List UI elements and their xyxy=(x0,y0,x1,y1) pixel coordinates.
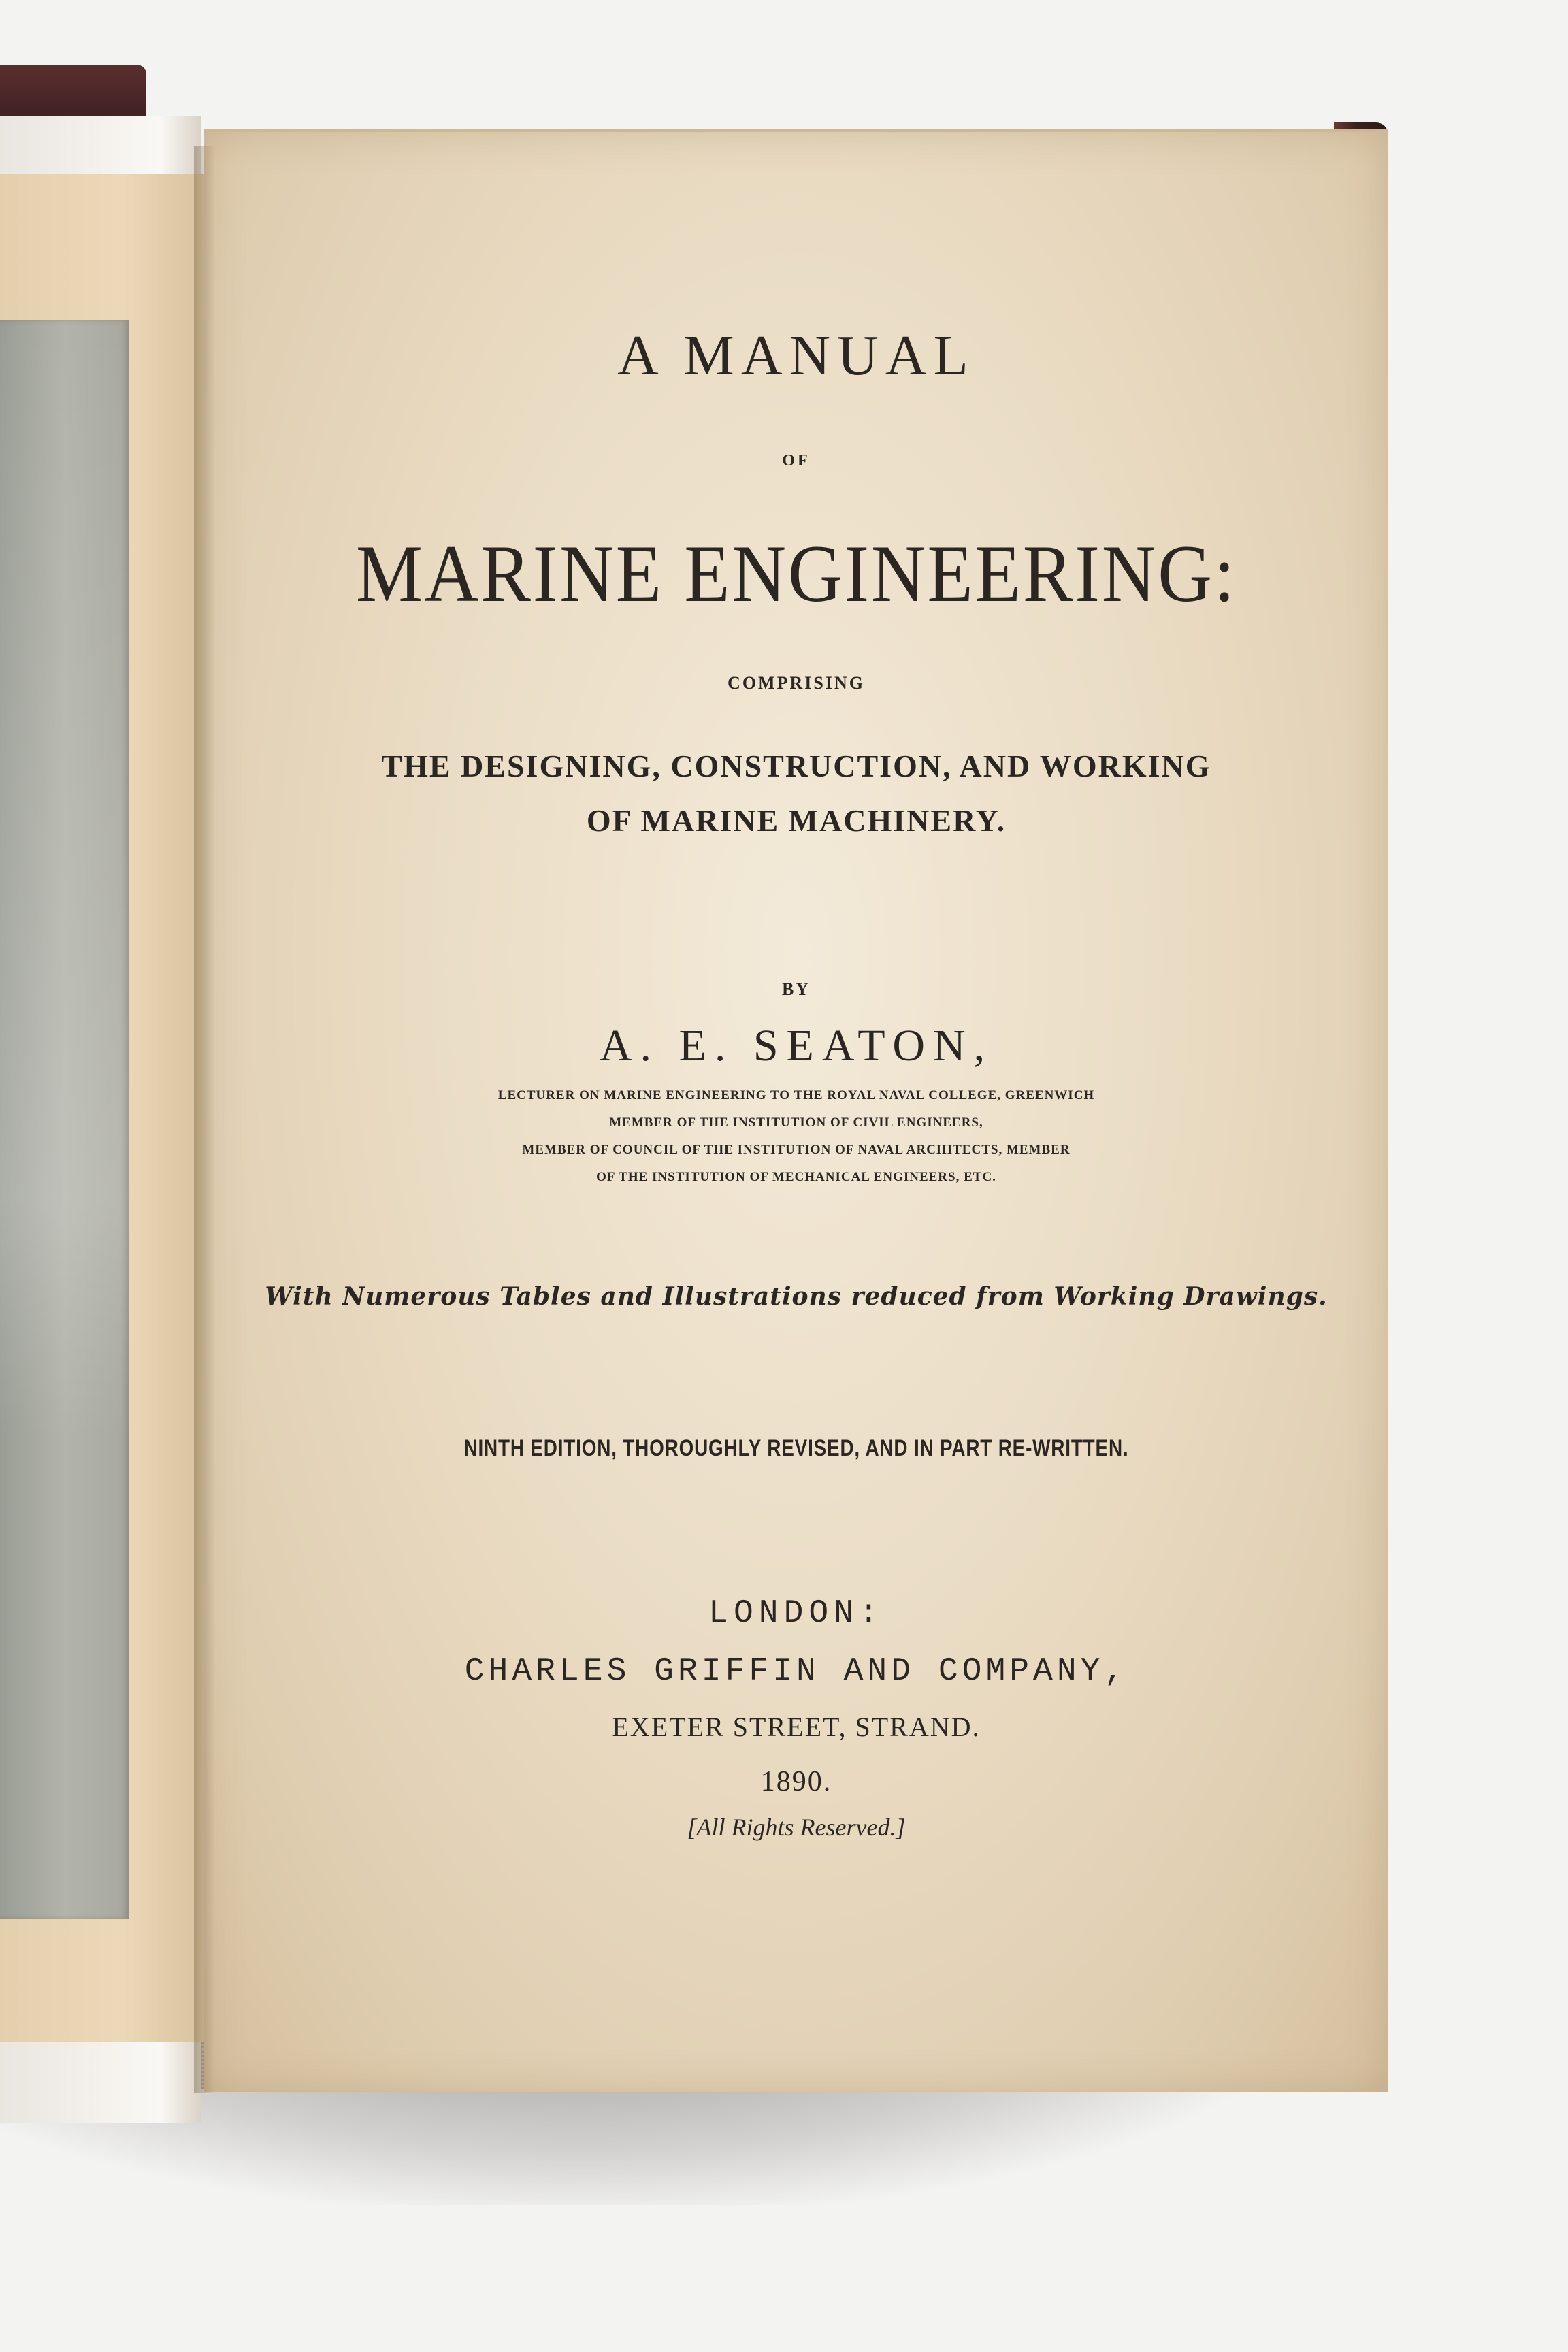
author-credential: MEMBER OF COUNCIL OF THE INSTITUTION OF NAVAL ARCHITECTS, MEMBER xyxy=(522,1143,1071,1157)
subtitle-line-1: THE DESIGNING, CONSTRUCTION, AND WORKING xyxy=(381,749,1211,783)
frontispiece-plate xyxy=(0,320,129,1919)
author-name: A. E. SEATON, xyxy=(599,1021,994,1071)
main-title: MARINE ENGINEERING: xyxy=(355,528,1237,619)
by-label: BY xyxy=(781,979,811,999)
rights-notice: [All Rights Reserved.] xyxy=(687,1814,906,1841)
book-title: A MANUAL xyxy=(617,324,975,387)
publisher-name: CHARLES GRIFFIN AND COMPANY, xyxy=(464,1653,1128,1690)
author-credential: LECTURER ON MARINE ENGINEERING TO THE ROYAL NAVAL COLLEGE, GREENWICH xyxy=(497,1088,1095,1102)
publication-city: LONDON: xyxy=(708,1595,884,1632)
author-credential: OF THE INSTITUTION OF MECHANICAL ENGINEERS, ETC. xyxy=(596,1170,996,1184)
publication-year: 1890. xyxy=(760,1766,832,1797)
edition-note: NINTH EDITION, THOROUGHLY REVISED, AND IN PART RE-WRITTEN. xyxy=(463,1435,1129,1461)
author-credential: MEMBER OF THE INSTITUTION OF CIVIL ENGINEERS, xyxy=(609,1115,983,1130)
publisher-address: EXETER STREET, STRAND. xyxy=(612,1712,981,1742)
illustrations-note: With Numerous Tables and Illustrations reduced from Working Drawings. xyxy=(265,1282,1328,1311)
title-of: OF xyxy=(782,452,811,470)
comprising-label: COMPRISING xyxy=(728,673,865,693)
subtitle-line-2: OF MARINE MACHINERY. xyxy=(586,803,1007,838)
book-gutter xyxy=(194,146,214,2093)
title-page xyxy=(204,129,1388,2092)
